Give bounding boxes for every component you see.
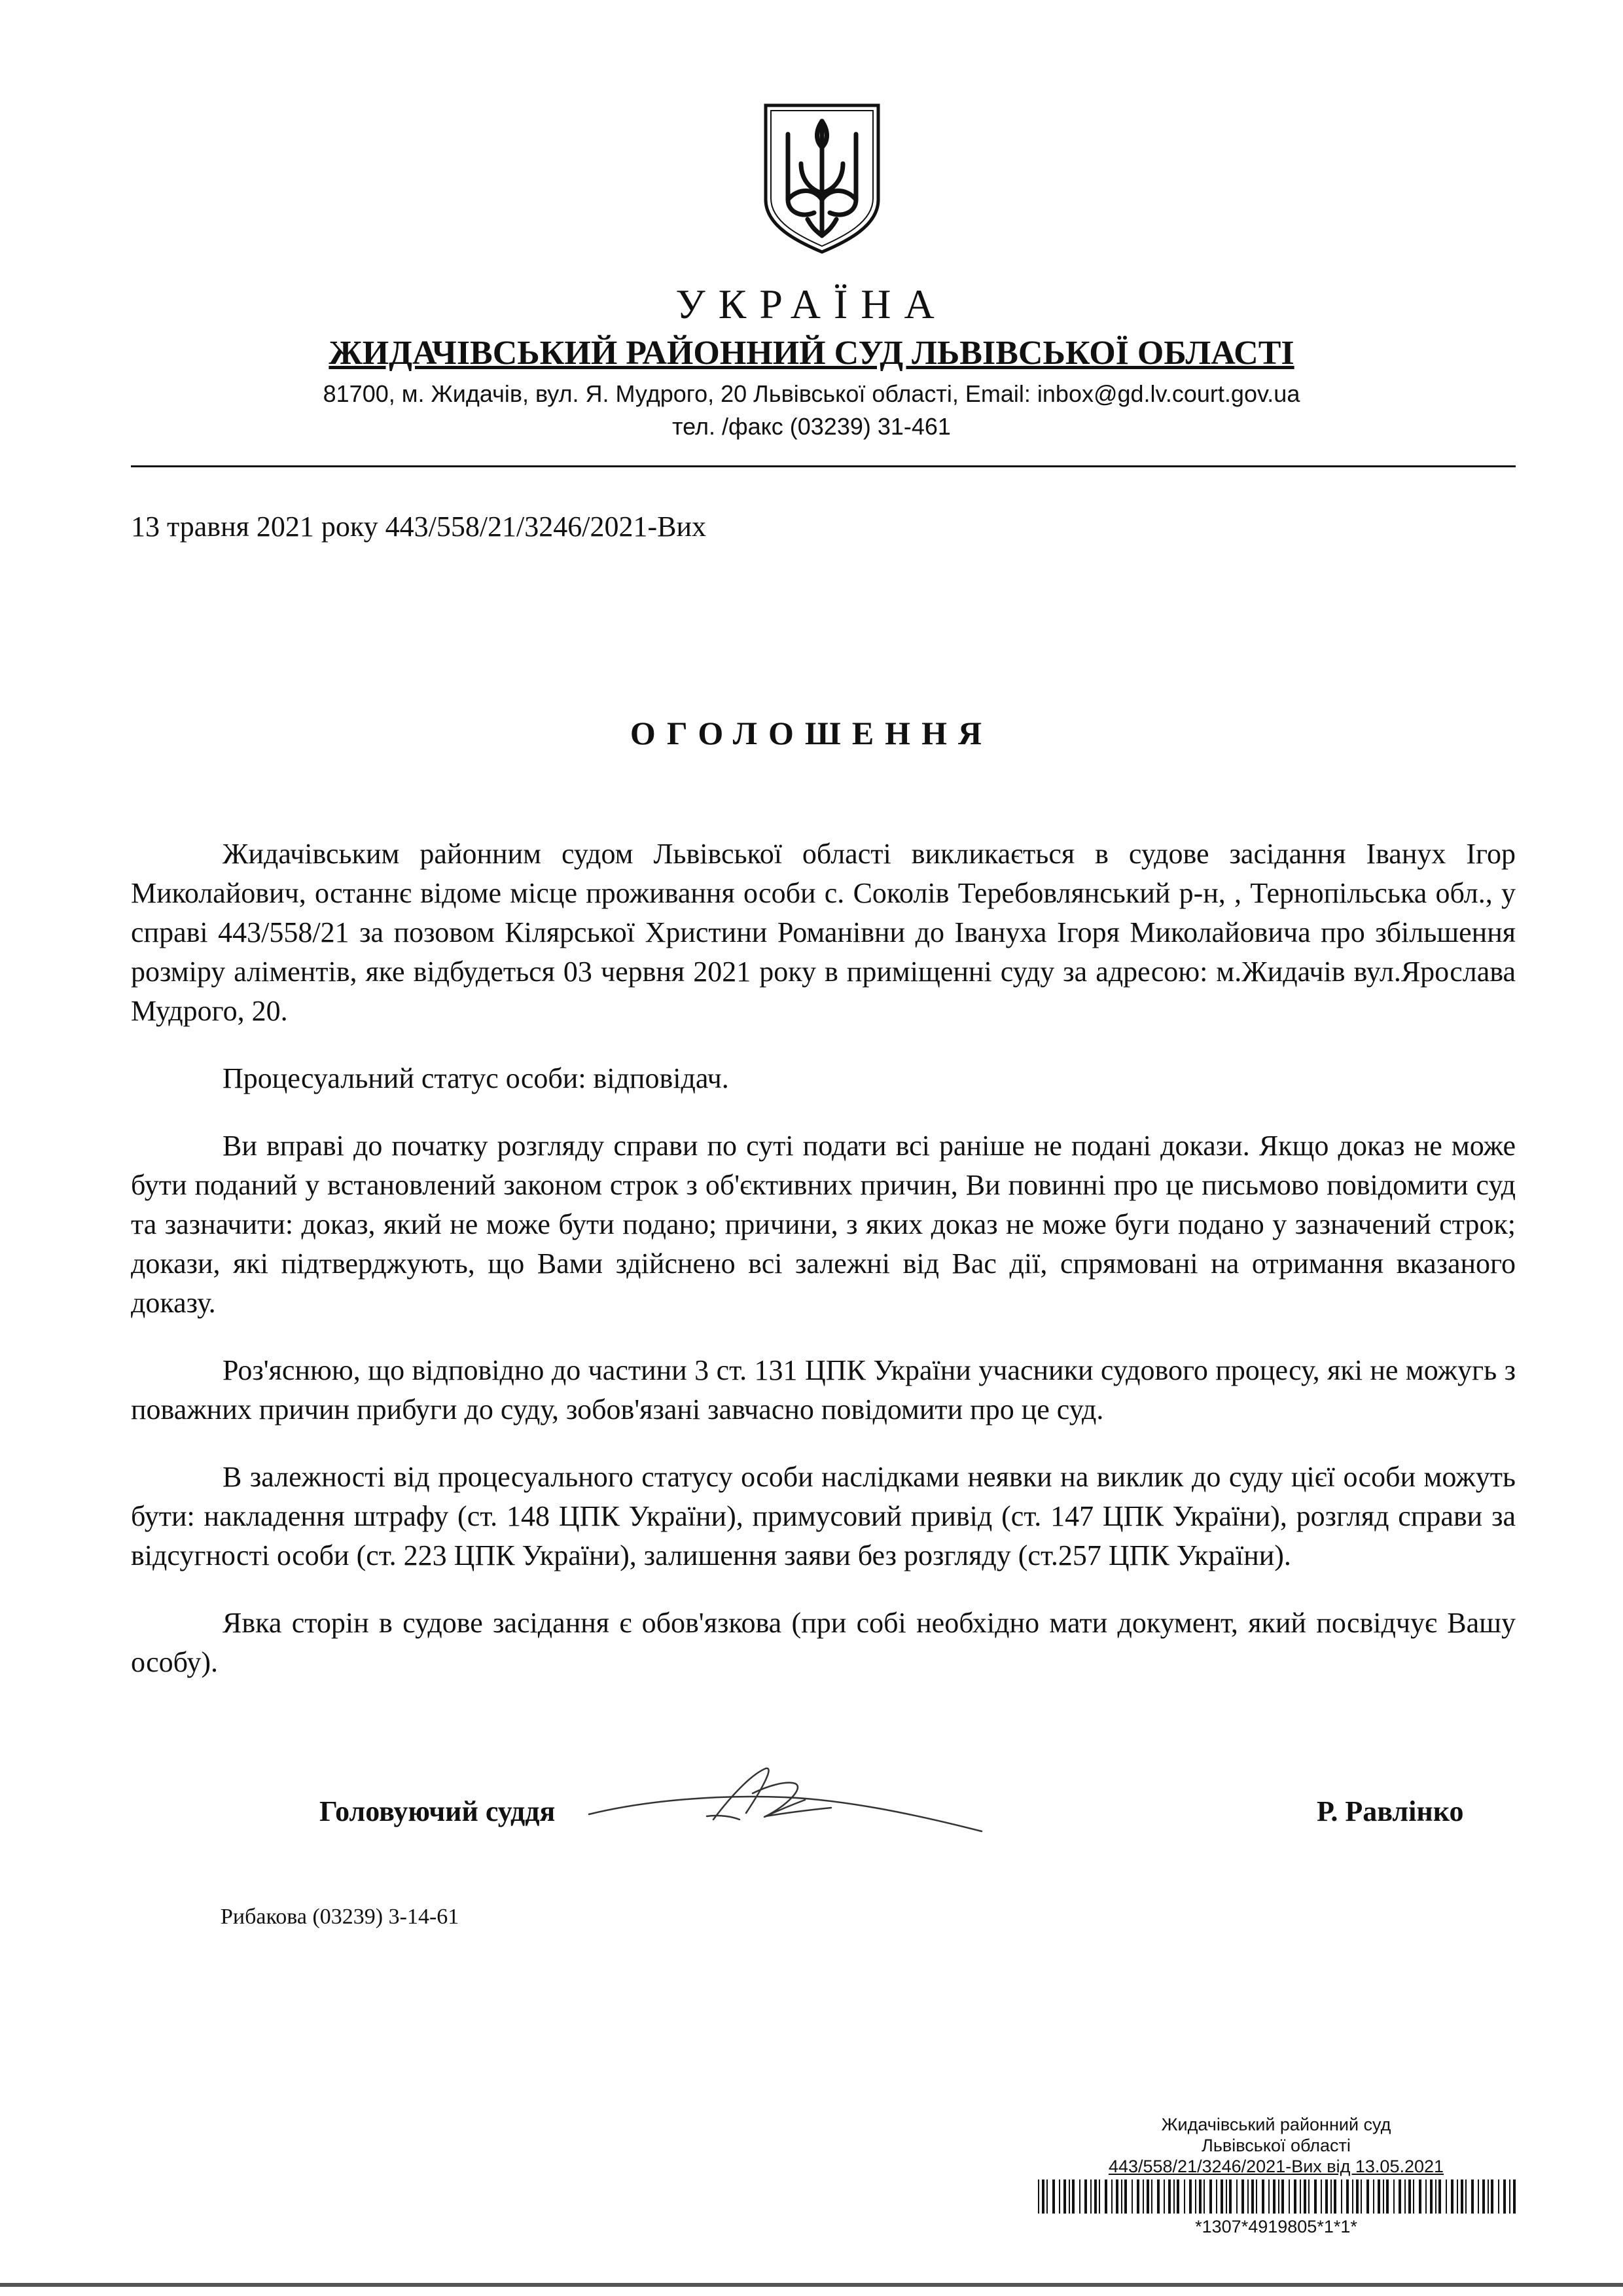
handwritten-signature — [569, 1754, 988, 1846]
stamp-reference: 443/558/21/3246/2021-Вих від 13.05.2021 — [1108, 2157, 1444, 2176]
document-title: ОГОЛОШЕННЯ — [630, 715, 993, 751]
paragraph-summons: Жидачівським районним судом Львівської області викликається в судове засідання Іванух Ігор Миколайович, останнє відоме місце проживання особи с. Соколів Теребовлянський р-н, , Тернопільська обл., у справі 443/558/21 за позовом Кілярської Христини Романівни до Івануха Ігоря Миколайовича про збільшення розміру аліментів, яке відбудеться 03 червня 2021 року в приміщенні суду за адресою: м.Жидачів вул.Ярослава Мудрого, 20. — [131, 838, 1516, 1027]
barcode-number: *1307*4919805*1*1* — [1195, 2217, 1357, 2236]
paragraph-status: Процесуальний статус особи: відповідач. — [223, 1062, 729, 1094]
stamp-court: Жидачівський районний суд — [1161, 2115, 1391, 2134]
stamp-region: Львівської області — [1202, 2136, 1351, 2155]
registration-stamp — [1034, 2114, 1518, 2177]
coat-of-arms-icon — [762, 101, 882, 256]
paragraph-notice-duty: Роз'яснюю, що відповідно до частини 3 ст. 131 ЦПК України учасники судового процесу, які не можугь з поважних причин прибуги до суду, зобов'язані завчасно повідомити про це суд. — [131, 1354, 1516, 1426]
court-phone: тел. /факс (03239) 31-461 — [672, 413, 951, 440]
court-name: ЖИДАЧІВСЬКИЙ РАЙОННИЙ СУД ЛЬВІВСЬКОЇ ОБЛАСТІ — [329, 334, 1294, 372]
paragraph-evidence: Ви вправі до початку розгляду справи по суті подати всі раніше не подані докази. Якщо доказ не може бути поданий у встановлений законом строк з об'єктивних причин, Ви повинні про це письмово повідомити суд та зазначити: доказ, який не може бути подано; причини, з яких доказ не може буги подано у зазначений строк; докази, які підтверджують, що Вами здійснено всі залежні від Вас дії, спрямовані на отримання вказаного доказу. — [131, 1130, 1516, 1319]
paragraph-attendance: Явка сторін в судове засідання є обов'язкова (при собі необхідно мати документ, який посвідчує Вашу особу). — [131, 1607, 1516, 1678]
barcode — [1038, 2179, 1518, 2214]
court-address: 81700, м. Жидачів, вул. Я. Мудрого, 20 Львівської області, Email: inbox@gd.lv.court.gov.ua — [323, 380, 1300, 407]
paragraph-consequences: В залежності від процесуального статусу особи наслідками неявки на виклик до суду цієї особи можуть бути: накладення штрафу (ст. 148 ЦПК України), примусовий привід (ст. 147 ЦПК України), розгляд справи за відсугності особи (ст. 223 ЦПК України), залишення заяви без розгляду (ст.257 ЦПК України). — [131, 1461, 1516, 1571]
presiding-judge-label: Головуючий суддя — [319, 1795, 556, 1827]
date-and-reference: 13 травня 2021 року 443/558/21/3246/2021-Вих — [131, 511, 707, 543]
judge-name: Р. Равлінко — [1317, 1795, 1464, 1827]
scan-edge — [0, 2283, 1623, 2287]
country-heading: УКРАЇНА — [675, 281, 948, 327]
header-divider — [131, 465, 1516, 467]
announcement-body — [131, 834, 1516, 1710]
executor-contact: Рибакова (03239) 3-14-61 — [221, 1905, 459, 1929]
